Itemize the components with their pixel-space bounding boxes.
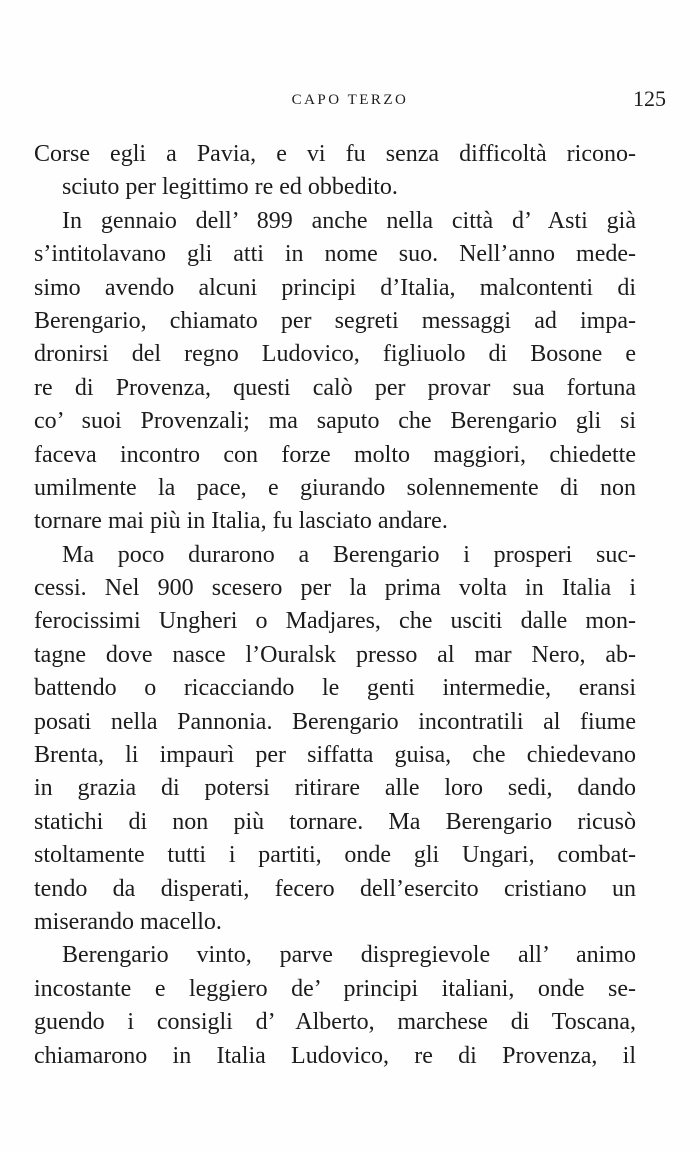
text-line: umilmente la pace, e giurando solennemente di non — [34, 474, 636, 501]
text-line: chiamarono in Italia Ludovico, re di Provenza, il — [34, 1042, 636, 1069]
text-line: stoltamente tutti i partiti, onde gli Ungari, combat- — [34, 842, 636, 869]
text-line: cessi. Nel 900 scesero per la prima volta in Italia i — [34, 575, 636, 602]
text-line: sciuto per legittimo re ed obbedito. — [62, 174, 398, 201]
text-line: incostante e leggiero de’ principi italiani, onde se- — [34, 975, 636, 1002]
text-line: faceva incontro con forze molto maggiori, chiedette — [34, 441, 636, 468]
text-line: guendo i consigli d’ Alberto, marchese di Toscana, — [34, 1009, 636, 1036]
text-line: In gennaio dell’ 899 anche nella città d’ Asti già — [62, 207, 636, 234]
running-head — [34, 86, 666, 116]
text-line: in grazia di potersi ritirare alle loro sedi, dando — [34, 775, 636, 802]
text-line: Berengario vinto, parve dispregievole all’ animo — [62, 942, 636, 969]
text-line: dronirsi del regno Ludovico, figliuolo di Bosone e — [34, 341, 636, 368]
text-line: statichi di non più tornare. Ma Berengario ricusò — [34, 808, 636, 835]
text-line: Ma poco durarono a Berengario i prosperi suc- — [62, 541, 636, 568]
text-line: re di Provenza, questi calò per provar sua fortuna — [34, 374, 636, 401]
text-line: Corse egli a Pavia, e vi fu senza difficoltà ricono- — [34, 141, 636, 167]
text-line: tornare mai più in Italia, fu lasciato andare. — [34, 508, 448, 535]
body-text — [34, 138, 636, 1073]
text-line: simo avendo alcuni principi d’Italia, malcontenti di — [34, 274, 636, 301]
text-line: Berengario, chiamato per segreti messaggi ad impa- — [34, 307, 636, 334]
text-line: s’intitolavano gli atti in nome suo. Nell’anno mede- — [34, 241, 636, 268]
page-number: 125 — [633, 86, 666, 111]
text-line: miserando macello. — [34, 908, 222, 935]
text-line: tagne dove nasce l’Ouralsk presso al mar Nero, ab- — [34, 641, 636, 668]
text-line: posati nella Pannonia. Berengario incontratili al fiume — [34, 708, 636, 735]
text-line: Brenta, li impaurì per siffatta guisa, che chiedevano — [34, 742, 636, 769]
text-line: battendo o ricacciando le genti intermedie, eransi — [34, 675, 636, 702]
text-line: tendo da disperati, fecero dell’esercito cristiano un — [34, 875, 636, 902]
running-title: CAPO TERZO — [291, 92, 409, 108]
text-line: ferocissimi Ungheri o Madjares, che usciti dalle mon- — [34, 608, 636, 635]
text-line: co’ suoi Provenzali; ma saputo che Berengario gli si — [34, 408, 636, 435]
